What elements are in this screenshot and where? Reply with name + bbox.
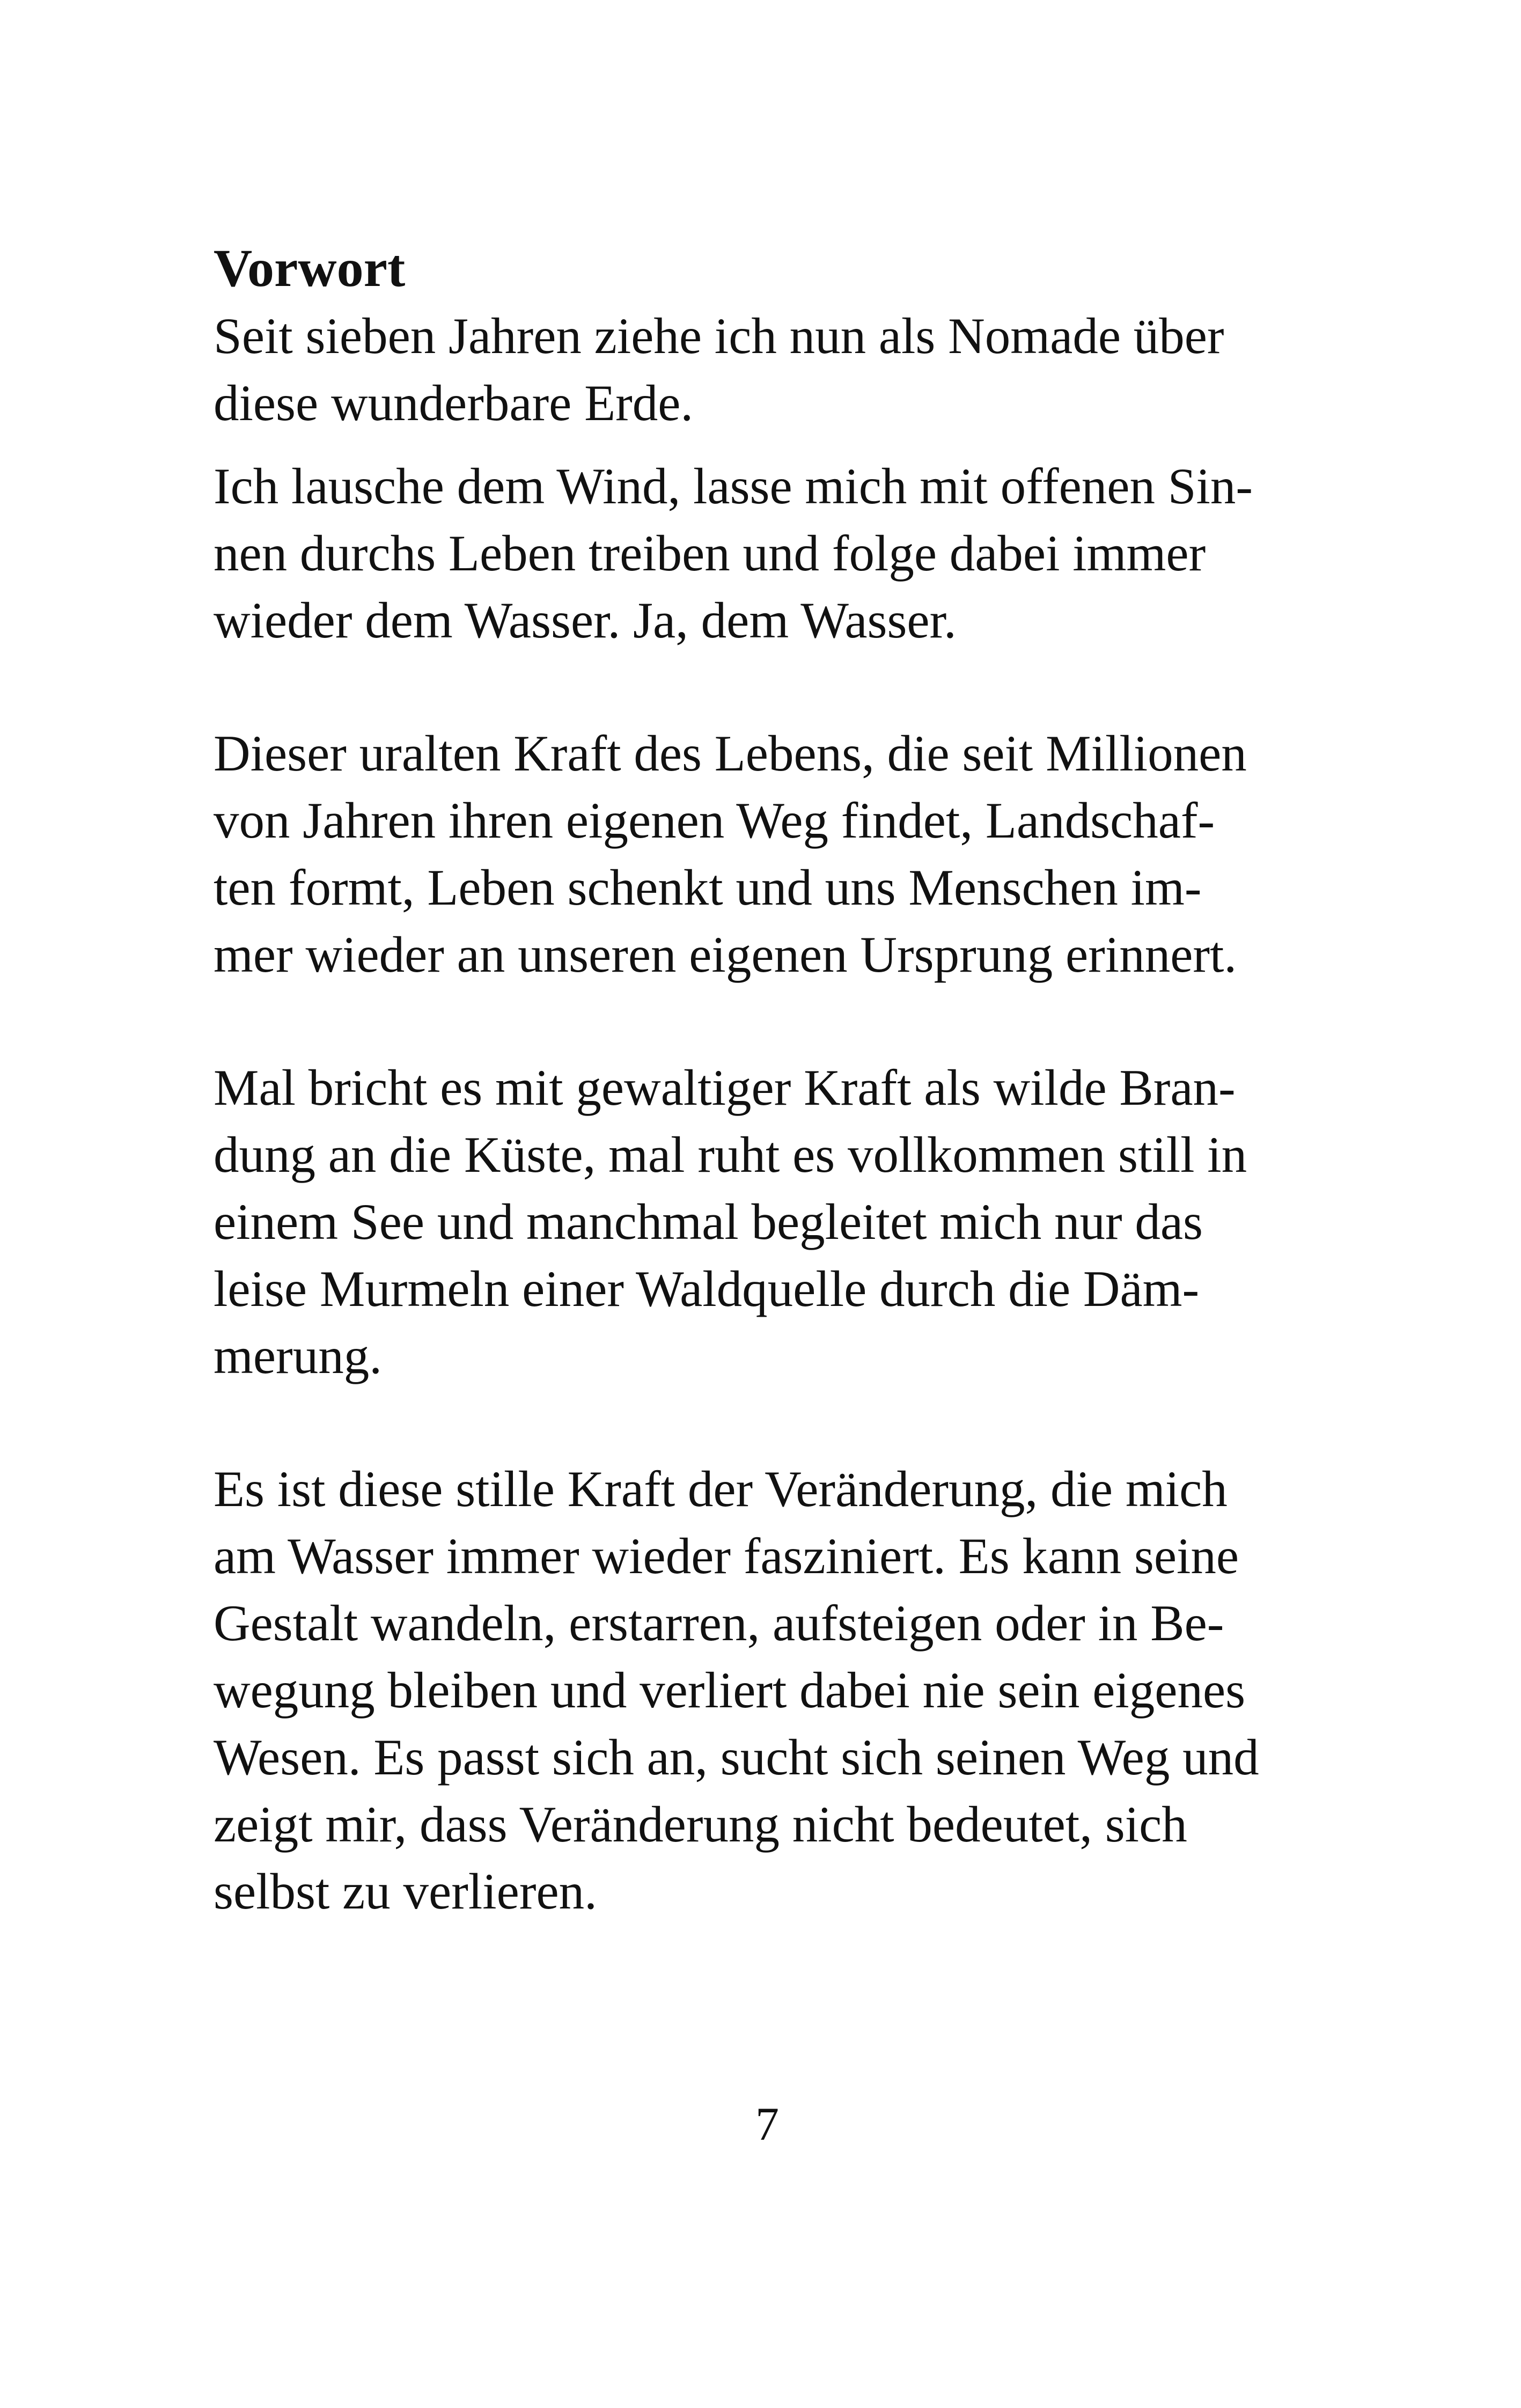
- text-line: Gestalt wandeln, erstarren, aufsteigen oder in Be-: [214, 1595, 1224, 1651]
- text-line: Dieser uralten Kraft des Lebens, die seit Millionen: [214, 725, 1247, 782]
- text-line: dung an die Küste, mal ruht es vollkommen still in: [214, 1126, 1247, 1183]
- text-line: einem See und manchmal begleitet mich nur das: [214, 1193, 1203, 1250]
- text-line: leise Murmeln einer Waldquelle durch die Däm-: [214, 1260, 1200, 1317]
- chapter-title: Vorwort: [214, 238, 406, 298]
- text-line: Es ist diese stille Kraft der Veränderung, die mich: [214, 1460, 1228, 1517]
- text-line: zeigt mir, dass Veränderung nicht bedeutet, sich: [214, 1796, 1187, 1853]
- paragraph-4: [214, 1054, 1329, 1390]
- text-line: nen durchs Leben treiben und folge dabei immer: [214, 525, 1206, 582]
- text-line: Mal bricht es mit gewaltiger Kraft als wilde Bran-: [214, 1059, 1236, 1116]
- page-text-block: [214, 236, 1329, 1925]
- paragraph-2: [214, 453, 1329, 654]
- paragraph-3: [214, 720, 1329, 988]
- text-line: diese wunderbare Erde.: [214, 375, 694, 431]
- text-line: mer wieder an unseren eigenen Ursprung erinnert.: [214, 926, 1237, 983]
- text-line: von Jahren ihren eigenen Weg findet, Landschaf-: [214, 792, 1215, 849]
- text-line: Ich lausche dem Wind, lasse mich mit offenen Sin-: [214, 458, 1253, 515]
- page-number: 7: [755, 2098, 779, 2150]
- text-line: merung.: [214, 1327, 382, 1384]
- paragraph-5: [214, 1456, 1329, 1925]
- text-line: selbst zu verlieren.: [214, 1863, 597, 1920]
- text-line: Wesen. Es passt sich an, sucht sich seinen Weg und: [214, 1729, 1259, 1786]
- text-line: ten formt, Leben schenkt und uns Menschen im-: [214, 859, 1202, 916]
- paragraph-1: [214, 303, 1329, 437]
- text-line: Seit sieben Jahren ziehe ich nun als Nomade über: [214, 307, 1224, 364]
- text-line: am Wasser immer wieder fasziniert. Es kann seine: [214, 1528, 1239, 1584]
- text-line: wegung bleiben und verliert dabei nie sein eigenes: [214, 1662, 1246, 1719]
- text-line: wieder dem Wasser. Ja, dem Wasser.: [214, 592, 957, 649]
